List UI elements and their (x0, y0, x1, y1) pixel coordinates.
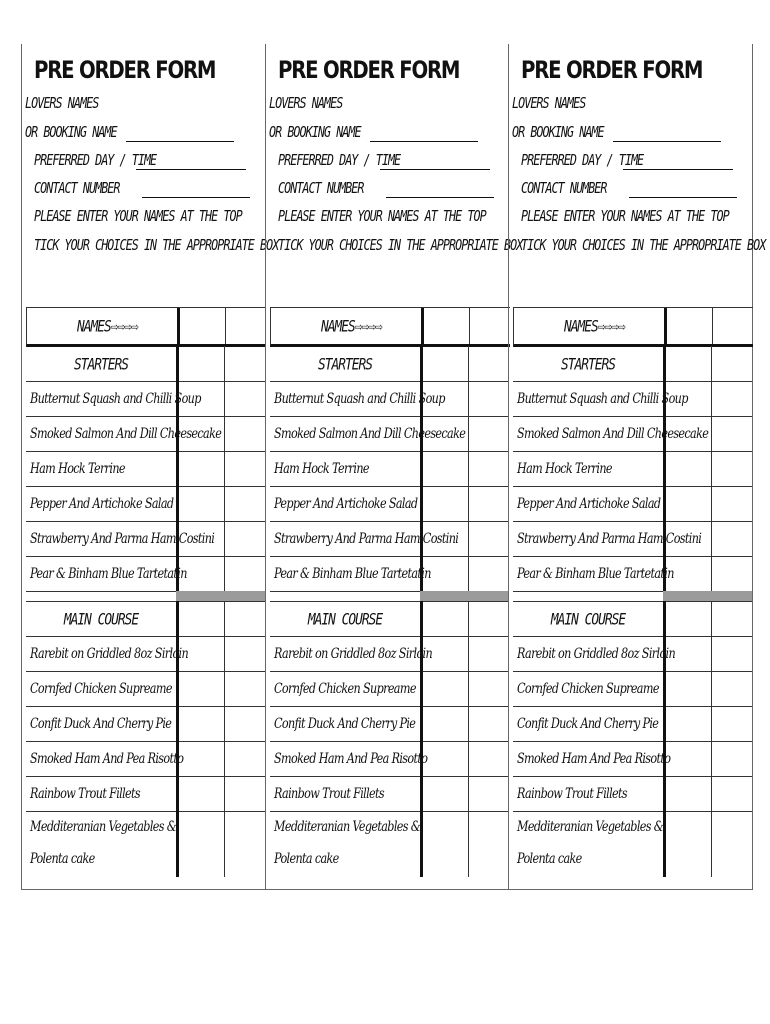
starter-item: Pepper And Artichoke Salad (517, 495, 661, 512)
main-course-row (513, 636, 752, 672)
tick-box-column-2[interactable] (224, 381, 225, 416)
starter-item: Strawberry And Parma Ham Costini (517, 530, 702, 547)
tick-box-column-2[interactable] (468, 636, 469, 671)
tick-box-column-1[interactable] (663, 601, 666, 636)
tick-box-column-1[interactable] (176, 741, 179, 776)
form-copy-3 (508, 44, 766, 889)
starter-row (270, 486, 509, 522)
starter-row (270, 521, 509, 557)
main-course-row (270, 636, 509, 672)
main-course-item: Rainbow Trout Fillets (30, 785, 141, 802)
main-course-row (270, 671, 509, 707)
starter-item: Smoked Salmon And Dill Cheesecake (517, 425, 709, 442)
tick-box-column-1[interactable] (663, 706, 666, 741)
main-course-row (26, 671, 265, 707)
tick-box-column-2[interactable] (711, 741, 712, 776)
tick-box-column-2[interactable] (711, 521, 712, 556)
starter-item: Pear & Binham Blue Tartetatin (30, 565, 187, 582)
main-course-item: Rarebit on Griddled 8oz Sirloin (517, 645, 676, 662)
main-course-row (26, 811, 265, 877)
main-course-item: Rainbow Trout Fillets (517, 785, 628, 802)
starter-item: Pepper And Artichoke Salad (274, 495, 418, 512)
header-line: OR BOOKING NAME (512, 123, 604, 141)
main-course-row (270, 776, 509, 812)
main-course-row (513, 776, 752, 812)
tick-box-column-2[interactable] (468, 486, 469, 521)
main-course-item-line2: Polenta cake (274, 851, 339, 867)
starter-item: Strawberry And Parma Ham Costini (30, 530, 215, 547)
header-line: CONTACT NUMBER (521, 179, 607, 197)
tick-box-column-2[interactable] (711, 636, 712, 671)
write-in-line[interactable] (623, 169, 733, 170)
starter-row (26, 556, 265, 592)
write-in-line[interactable] (370, 141, 478, 142)
main-course-row (270, 741, 509, 777)
main-course-item: Smoked Ham And Pea Risotto (517, 750, 671, 767)
main-course-row (270, 706, 509, 742)
starter-item: Ham Hock Terrine (274, 460, 369, 477)
names-label (321, 317, 382, 336)
tick-box-column-2[interactable] (224, 636, 225, 671)
tick-box-column-1[interactable] (663, 381, 666, 416)
header-line: TICK YOUR CHOICES IN THE APPROPRIATE BOX (521, 236, 766, 254)
tick-box-column-2[interactable] (224, 416, 225, 451)
tick-box-column-1[interactable] (663, 741, 666, 776)
tick-box-column-2[interactable] (468, 381, 469, 416)
starter-row (513, 521, 752, 557)
write-in-line[interactable] (136, 169, 246, 170)
write-in-line[interactable] (126, 141, 234, 142)
tick-box-column-1[interactable] (176, 706, 179, 741)
tick-box-column-2[interactable] (224, 346, 225, 381)
form-copy-2 (265, 44, 523, 889)
tick-box-column-1[interactable] (176, 671, 179, 706)
main-course-heading-row (26, 601, 265, 637)
tick-box-column-1[interactable] (176, 636, 179, 671)
tick-box-column-1[interactable] (176, 521, 179, 556)
main-course-row (270, 811, 509, 877)
tick-box-column-2[interactable] (468, 671, 469, 706)
header-line: LOVERS NAMES (512, 94, 586, 112)
tick-box-column-2[interactable] (711, 451, 712, 486)
tick-box-column-1[interactable] (176, 486, 179, 521)
starters-heading-row (270, 346, 509, 382)
starter-item: Pear & Binham Blue Tartetatin (517, 565, 674, 582)
tick-box-column-2[interactable] (711, 811, 712, 877)
header-line: TICK YOUR CHOICES IN THE APPROPRIATE BOX (34, 236, 279, 254)
starter-row (513, 416, 752, 452)
write-in-line[interactable] (380, 169, 490, 170)
write-in-line[interactable] (142, 197, 250, 198)
starter-row (513, 486, 752, 522)
tick-box-column-1[interactable] (420, 671, 423, 706)
tick-box-column-1[interactable] (663, 451, 666, 486)
tick-box-column-1[interactable] (176, 381, 179, 416)
tick-box-column-1[interactable] (663, 416, 666, 451)
tick-box-column-2[interactable] (468, 556, 469, 591)
header-line: LOVERS NAMES (269, 94, 343, 112)
tick-box-column-2[interactable] (224, 706, 225, 741)
tick-box-column-2[interactable] (468, 521, 469, 556)
form-title: PRE ORDER FORM (521, 56, 703, 84)
header-line: PLEASE ENTER YOUR NAMES AT THE TOP (278, 207, 486, 225)
tick-box-column-1[interactable] (176, 346, 179, 381)
main-course-heading: MAIN COURSE (63, 609, 139, 628)
tick-box-column-2[interactable] (712, 308, 713, 344)
main-course-item: Rarebit on Griddled 8oz Sirloin (30, 645, 189, 662)
header-line: OR BOOKING NAME (269, 123, 361, 141)
main-course-row (513, 811, 752, 877)
tick-box-column-1[interactable] (663, 486, 666, 521)
starter-row (26, 416, 265, 452)
starter-row (513, 381, 752, 417)
tick-box-column-1[interactable] (420, 706, 423, 741)
tick-box-column-1[interactable] (421, 308, 424, 344)
header-line: PREFERRED DAY / TIME (521, 151, 644, 169)
main-course-row (513, 671, 752, 707)
tick-box-column-2[interactable] (468, 451, 469, 486)
tick-box-column-1[interactable] (420, 451, 423, 486)
starters-heading: STARTERS (74, 354, 128, 373)
main-course-item: Medditeranian Vegetables & (30, 819, 177, 835)
starter-item: Butternut Squash and Chilli Soup (30, 390, 201, 407)
form-copy-1 (22, 44, 279, 889)
tick-box-column-2[interactable] (469, 308, 470, 344)
header-line: OR BOOKING NAME (25, 123, 117, 141)
tick-box-column-2[interactable] (224, 741, 225, 776)
starter-item: Smoked Salmon And Dill Cheesecake (274, 425, 466, 442)
tick-box-column-1[interactable] (663, 776, 666, 811)
main-course-row (26, 706, 265, 742)
starter-item: Butternut Squash and Chilli Soup (274, 390, 445, 407)
tick-box-column-1[interactable] (176, 601, 179, 636)
tick-box-column-2[interactable] (711, 671, 712, 706)
tick-box-column-2[interactable] (224, 521, 225, 556)
main-course-row (513, 741, 752, 777)
names-row (270, 307, 510, 347)
main-course-row (26, 776, 265, 812)
main-course-item-line2: Polenta cake (517, 851, 582, 867)
names-label (77, 317, 138, 336)
tick-box-column-1[interactable] (420, 521, 423, 556)
starter-item: Ham Hock Terrine (30, 460, 125, 477)
main-course-row (26, 741, 265, 777)
write-in-line[interactable] (613, 141, 721, 142)
tick-box-column-2[interactable] (711, 381, 712, 416)
write-in-line[interactable] (629, 197, 737, 198)
starter-row (513, 451, 752, 487)
starters-heading-row (513, 346, 752, 382)
tick-box-column-2[interactable] (711, 416, 712, 451)
starters-heading: STARTERS (318, 354, 372, 373)
main-course-row (26, 636, 265, 672)
main-course-heading: MAIN COURSE (307, 609, 383, 628)
header-line: TICK YOUR CHOICES IN THE APPROPRIATE BOX (278, 236, 523, 254)
tick-box-column-2[interactable] (224, 671, 225, 706)
tick-box-column-1[interactable] (176, 776, 179, 811)
starter-row (26, 521, 265, 557)
starter-row (513, 556, 752, 592)
main-course-item: Confit Duck And Cherry Pie (274, 715, 416, 732)
tick-box-column-1[interactable] (420, 601, 423, 636)
tick-box-column-1[interactable] (663, 521, 666, 556)
starter-item: Ham Hock Terrine (517, 460, 612, 477)
header-line: PREFERRED DAY / TIME (34, 151, 157, 169)
arrow-right-icons: ⇨⇨⇨⇨ (597, 316, 625, 336)
starter-row (26, 381, 265, 417)
tick-box-column-2[interactable] (468, 346, 469, 381)
starter-item: Strawberry And Parma Ham Costini (274, 530, 459, 547)
arrow-right-icons: ⇨⇨⇨⇨ (354, 316, 382, 336)
shaded-separator (176, 591, 265, 601)
tick-box-column-2[interactable] (468, 776, 469, 811)
main-course-heading-row (513, 601, 752, 637)
write-in-line[interactable] (386, 197, 494, 198)
main-course-item: Cornfed Chicken Supreame (30, 680, 172, 697)
header-line: PLEASE ENTER YOUR NAMES AT THE TOP (521, 207, 729, 225)
tick-box-column-2[interactable] (468, 601, 469, 636)
pre-order-form-sheet (21, 44, 766, 890)
main-course-item: Smoked Ham And Pea Risotto (274, 750, 428, 767)
main-course-item: Confit Duck And Cherry Pie (517, 715, 659, 732)
arrow-right-icons: ⇨⇨⇨⇨ (110, 316, 138, 336)
form-title: PRE ORDER FORM (34, 56, 216, 84)
tick-box-column-1[interactable] (420, 811, 423, 877)
tick-box-column-1[interactable] (177, 308, 180, 344)
tick-box-column-2[interactable] (711, 346, 712, 381)
tick-box-column-2[interactable] (224, 451, 225, 486)
main-course-row (513, 706, 752, 742)
tick-box-column-1[interactable] (176, 416, 179, 451)
tick-box-column-1[interactable] (663, 811, 666, 877)
main-course-item: Rainbow Trout Fillets (274, 785, 385, 802)
header-line: PREFERRED DAY / TIME (278, 151, 401, 169)
names-row (513, 307, 753, 347)
header-line: LOVERS NAMES (25, 94, 99, 112)
tick-box-column-1[interactable] (420, 486, 423, 521)
header-line: PLEASE ENTER YOUR NAMES AT THE TOP (34, 207, 242, 225)
main-course-item: Cornfed Chicken Supreame (517, 680, 659, 697)
starter-row (270, 381, 509, 417)
form-title: PRE ORDER FORM (278, 56, 460, 84)
tick-box-column-1[interactable] (420, 556, 423, 591)
starter-item: Smoked Salmon And Dill Cheesecake (30, 425, 222, 442)
tick-box-column-1[interactable] (420, 741, 423, 776)
tick-box-column-1[interactable] (176, 451, 179, 486)
tick-box-column-2[interactable] (468, 706, 469, 741)
tick-box-column-1[interactable] (420, 636, 423, 671)
tick-box-column-2[interactable] (224, 601, 225, 636)
main-course-heading: MAIN COURSE (550, 609, 626, 628)
tick-box-column-1[interactable] (663, 636, 666, 671)
tick-box-column-2[interactable] (224, 776, 225, 811)
tick-box-column-1[interactable] (176, 556, 179, 591)
starters-heading: STARTERS (561, 354, 615, 373)
names-label-text: NAMES (564, 316, 598, 336)
tick-box-column-2[interactable] (711, 776, 712, 811)
tick-box-column-2[interactable] (224, 811, 225, 877)
starter-row (26, 451, 265, 487)
header-line: CONTACT NUMBER (34, 179, 120, 197)
tick-box-column-1[interactable] (420, 776, 423, 811)
tick-box-column-1[interactable] (663, 556, 666, 591)
tick-box-column-2[interactable] (468, 416, 469, 451)
starter-row (270, 556, 509, 592)
main-course-item: Medditeranian Vegetables & (517, 819, 664, 835)
names-label-text: NAMES (321, 316, 355, 336)
tick-box-column-1[interactable] (664, 308, 667, 344)
main-course-item: Smoked Ham And Pea Risotto (30, 750, 184, 767)
tick-box-column-1[interactable] (176, 811, 179, 877)
names-label-text: NAMES (77, 316, 111, 336)
tick-box-column-1[interactable] (420, 416, 423, 451)
tick-box-column-2[interactable] (468, 811, 469, 877)
starter-item: Pear & Binham Blue Tartetatin (274, 565, 431, 582)
main-course-item: Rarebit on Griddled 8oz Sirloin (274, 645, 433, 662)
names-row (26, 307, 266, 347)
starter-row (270, 451, 509, 487)
tick-box-column-2[interactable] (711, 556, 712, 591)
tick-box-column-2[interactable] (224, 486, 225, 521)
tick-box-column-1[interactable] (663, 346, 666, 381)
main-course-item: Medditeranian Vegetables & (274, 819, 421, 835)
starter-row (26, 486, 265, 522)
tick-box-column-1[interactable] (420, 346, 423, 381)
main-course-item: Cornfed Chicken Supreame (274, 680, 416, 697)
shaded-separator (420, 591, 509, 601)
tick-box-column-2[interactable] (225, 308, 226, 344)
starter-item: Pepper And Artichoke Salad (30, 495, 174, 512)
tick-box-column-2[interactable] (468, 741, 469, 776)
starter-row (270, 416, 509, 452)
main-course-heading-row (270, 601, 509, 637)
tick-box-column-2[interactable] (711, 601, 712, 636)
starter-item: Butternut Squash and Chilli Soup (517, 390, 688, 407)
starters-heading-row (26, 346, 265, 382)
header-line: CONTACT NUMBER (278, 179, 364, 197)
main-course-item: Confit Duck And Cherry Pie (30, 715, 172, 732)
names-label (564, 317, 625, 336)
main-course-item-line2: Polenta cake (30, 851, 95, 867)
tick-box-column-1[interactable] (663, 671, 666, 706)
shaded-separator (663, 591, 752, 601)
tick-box-column-2[interactable] (224, 556, 225, 591)
tick-box-column-1[interactable] (420, 381, 423, 416)
tick-box-column-2[interactable] (711, 706, 712, 741)
tick-box-column-2[interactable] (711, 486, 712, 521)
